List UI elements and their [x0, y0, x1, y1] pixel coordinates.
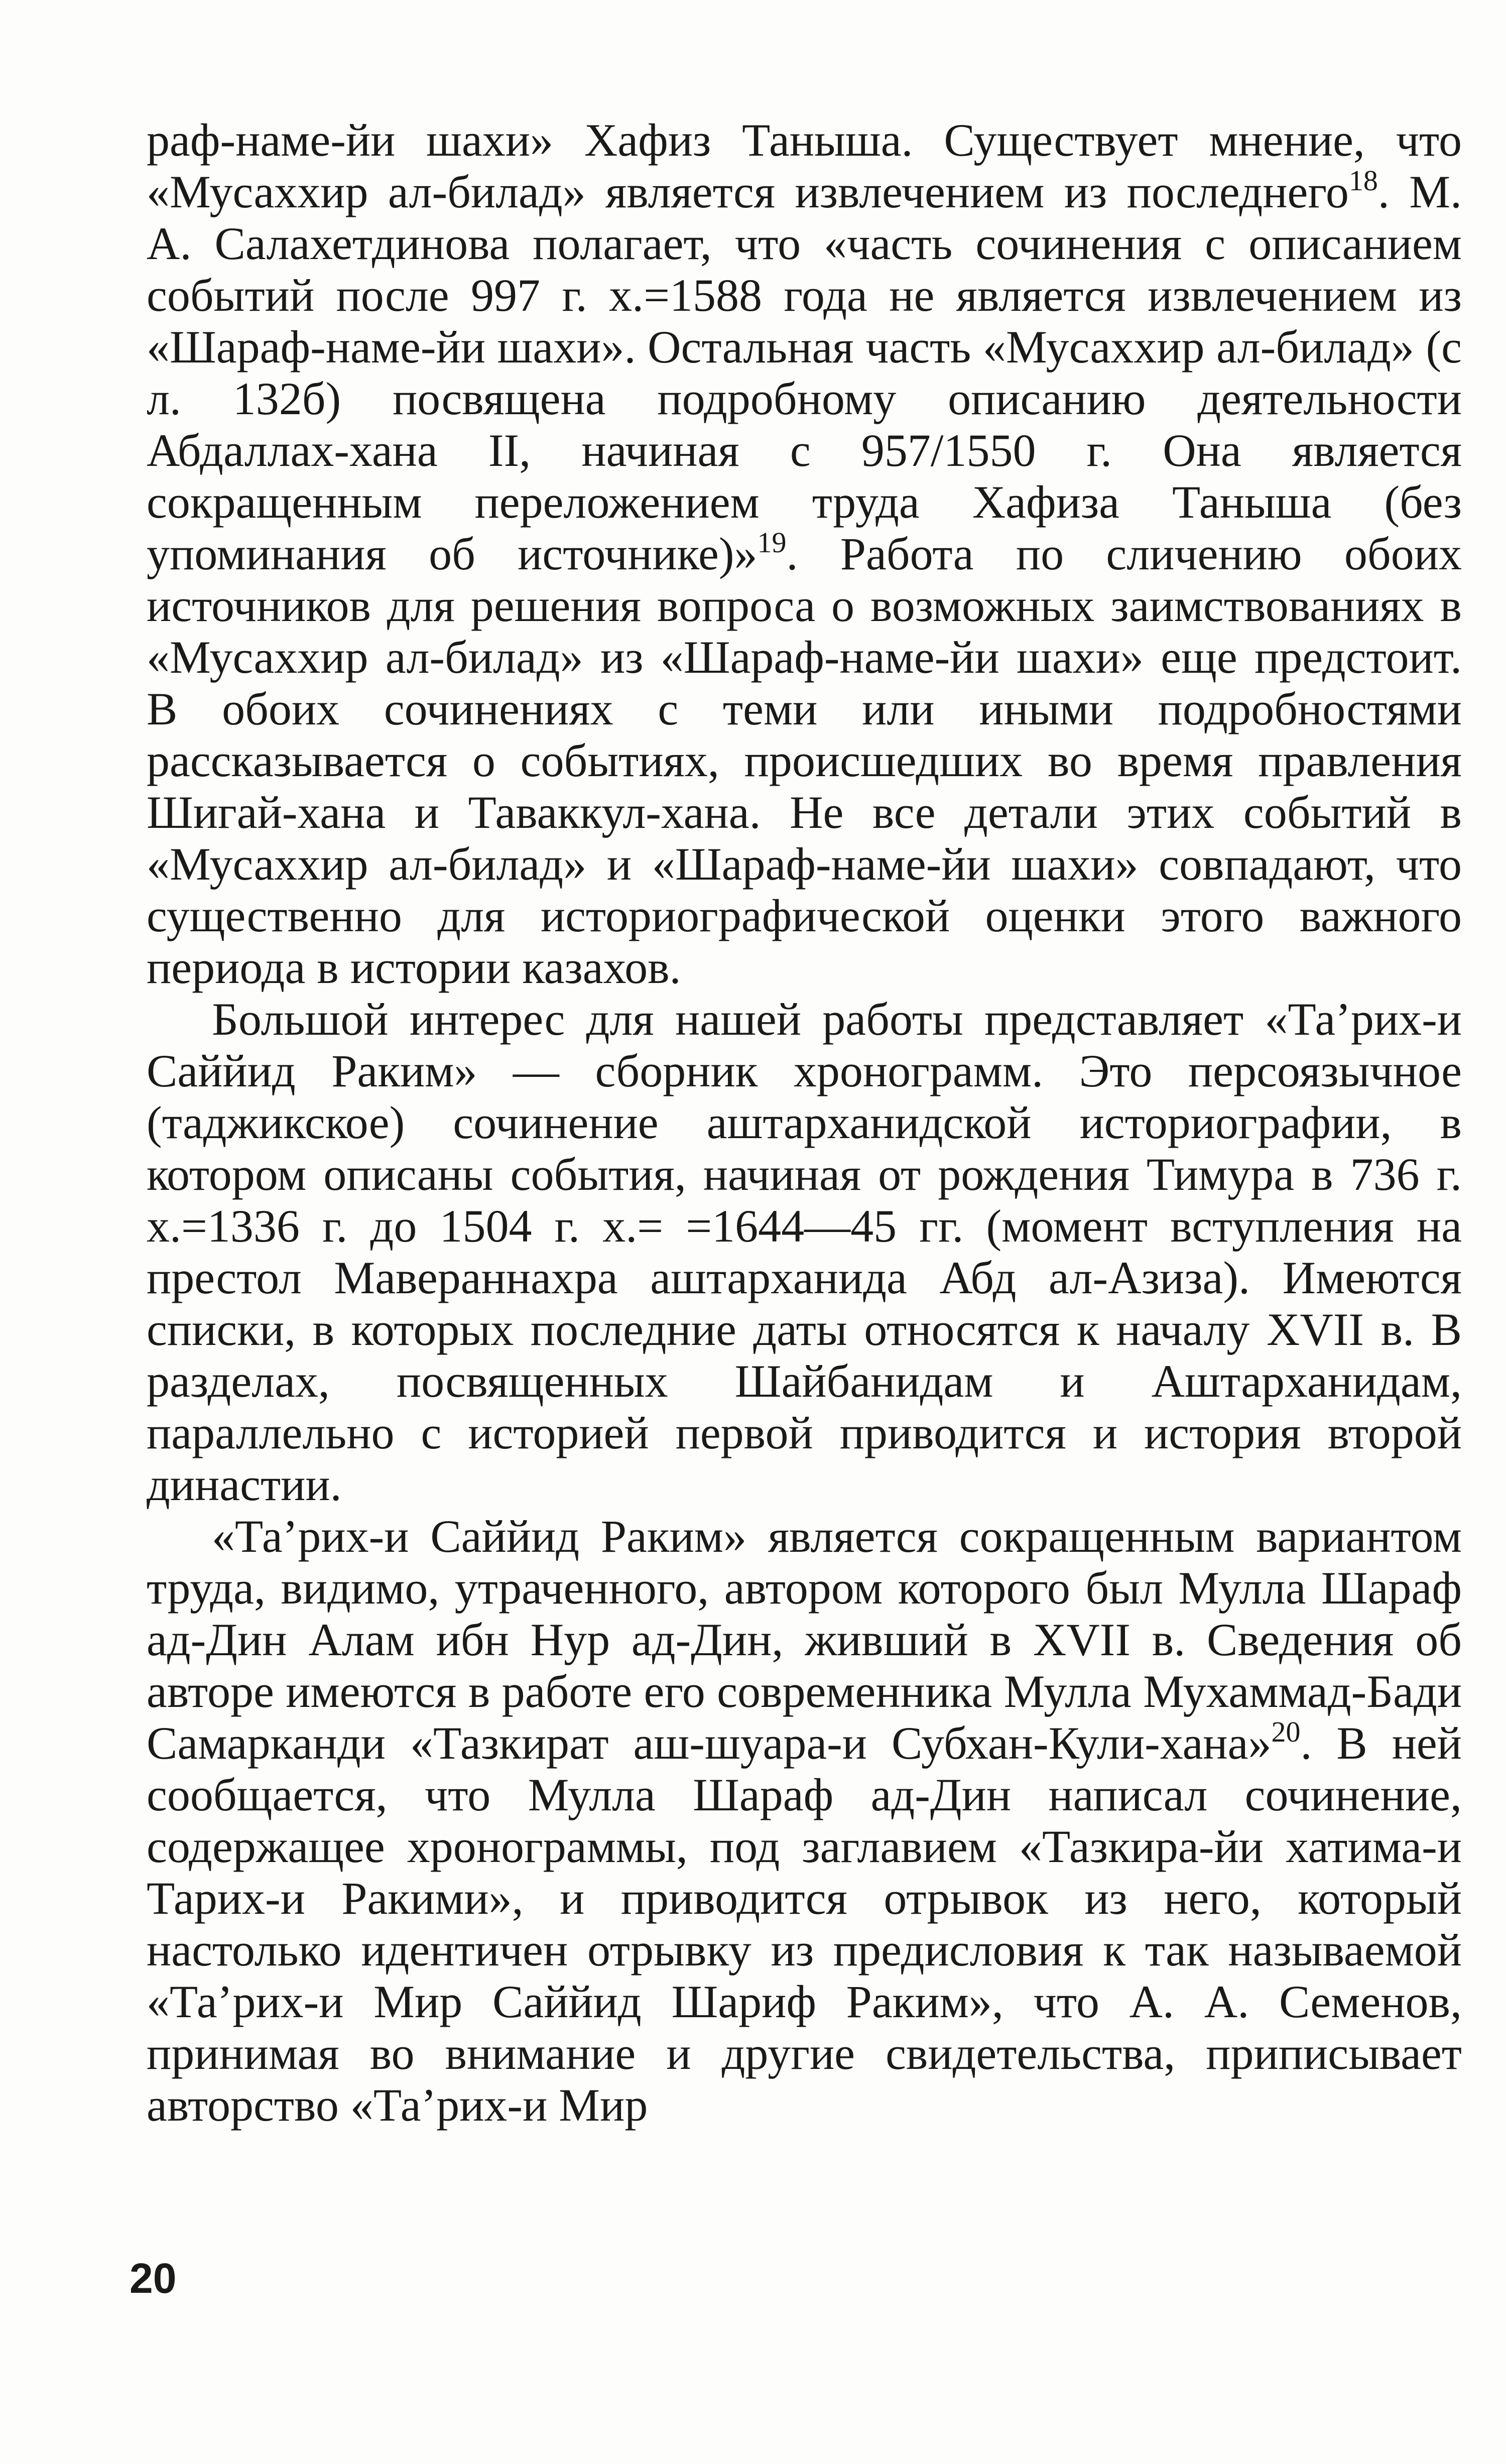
footnote-ref-19[interactable]: 19: [757, 526, 787, 559]
page-text: [147, 114, 1462, 2131]
footnote-ref-20[interactable]: 20: [1271, 1715, 1301, 1748]
text-segment: . В ней сообщается, что Мулла Шараф ад-Дин написал сочинение, содержащее хронограммы, под заглавием «Тазкира-йи хатима-и Тарих-и Ракими», и приводится отрывок из него, который настолько идентичен отрывку из предисловия к так называемой «Та’рих-и Мир Саййид Шариф Раким», что А. А. Семенов, принимая во внимание и другие свидетельства, приписывает авторство «Та’рих-и Мир: [147, 1717, 1462, 2131]
text-segment: . Работа по сличению обоих источников для решения вопроса о возможных заимствованиях в «Мусаххир ал-билад» из «Шараф-наме-йи шахи» еще предстоит. В обоих сочинениях с теми или иными подробностями рассказывается о событиях, происшедших во время правления Шигай-хана и Таваккул-хана. Не все детали этих событий в «Мусаххир ал-билад» и «Шараф-наме-йи шахи» совпадают, что существенно для историографической оценки этого важного периода в истории казахов.: [147, 528, 1462, 993]
paragraph-3: [147, 1511, 1462, 2131]
text-segment: раф-наме-йи шахи» Хафиз Таныша. Существует мнение, что «Мусаххир ал-билад» является извлечением из последнего: [147, 114, 1462, 217]
text-segment: . М. А. Салахетдинова полагает, что «часть сочинения с описанием событий после 997 г. х.=1588 года не является извлечением из «Шараф-наме-йи шахи». Остальная часть «Мусаххир ал-билад» (с л. 132б) посвящена подробному описанию деятельности Абдаллах-хана II, начиная с 957/1550 г. Она является сокращенным переложением труда Хафиза Таныша (без упоминания об источнике)»: [147, 166, 1462, 579]
paragraph-2: [147, 994, 1462, 1511]
footnote-ref-18[interactable]: 18: [1348, 164, 1378, 197]
paragraph-1: [147, 114, 1462, 994]
text-segment: «Та’рих-и Саййид Раким» является сокращенным вариантом труда, видимо, утраченного, автором которого был Мулла Шараф ад-Дин Алам ибн Нур ад-Дин, живший в XVII в. Сведения об авторе имеются в работе его современника Мулла Мухаммад-Бади Самарканди «Тазкират аш-шуара-и Субхан-Кули-хана»: [147, 1511, 1462, 1769]
page-number: 20: [130, 2255, 177, 2302]
text-segment: Большой интерес для нашей работы представляет «Та’рих-и Саййид Раким» — сборник хронограмм. Это персоязычное (таджикское) сочинение аштарханидской историографии, в котором описаны события, начиная от рождения Тимура в 736 г. х.=1336 г. до 1504 г. х.= =1644—45 гг. (момент вступления на престол Мавераннахра аштарханида Абд ал-Азиза). Имеются списки, в которых последние даты относятся к началу XVII в. В разделах, посвященных Шайбанидам и Аштарханидам, параллельно с историей первой приводится и история второй династии.: [147, 994, 1462, 1510]
